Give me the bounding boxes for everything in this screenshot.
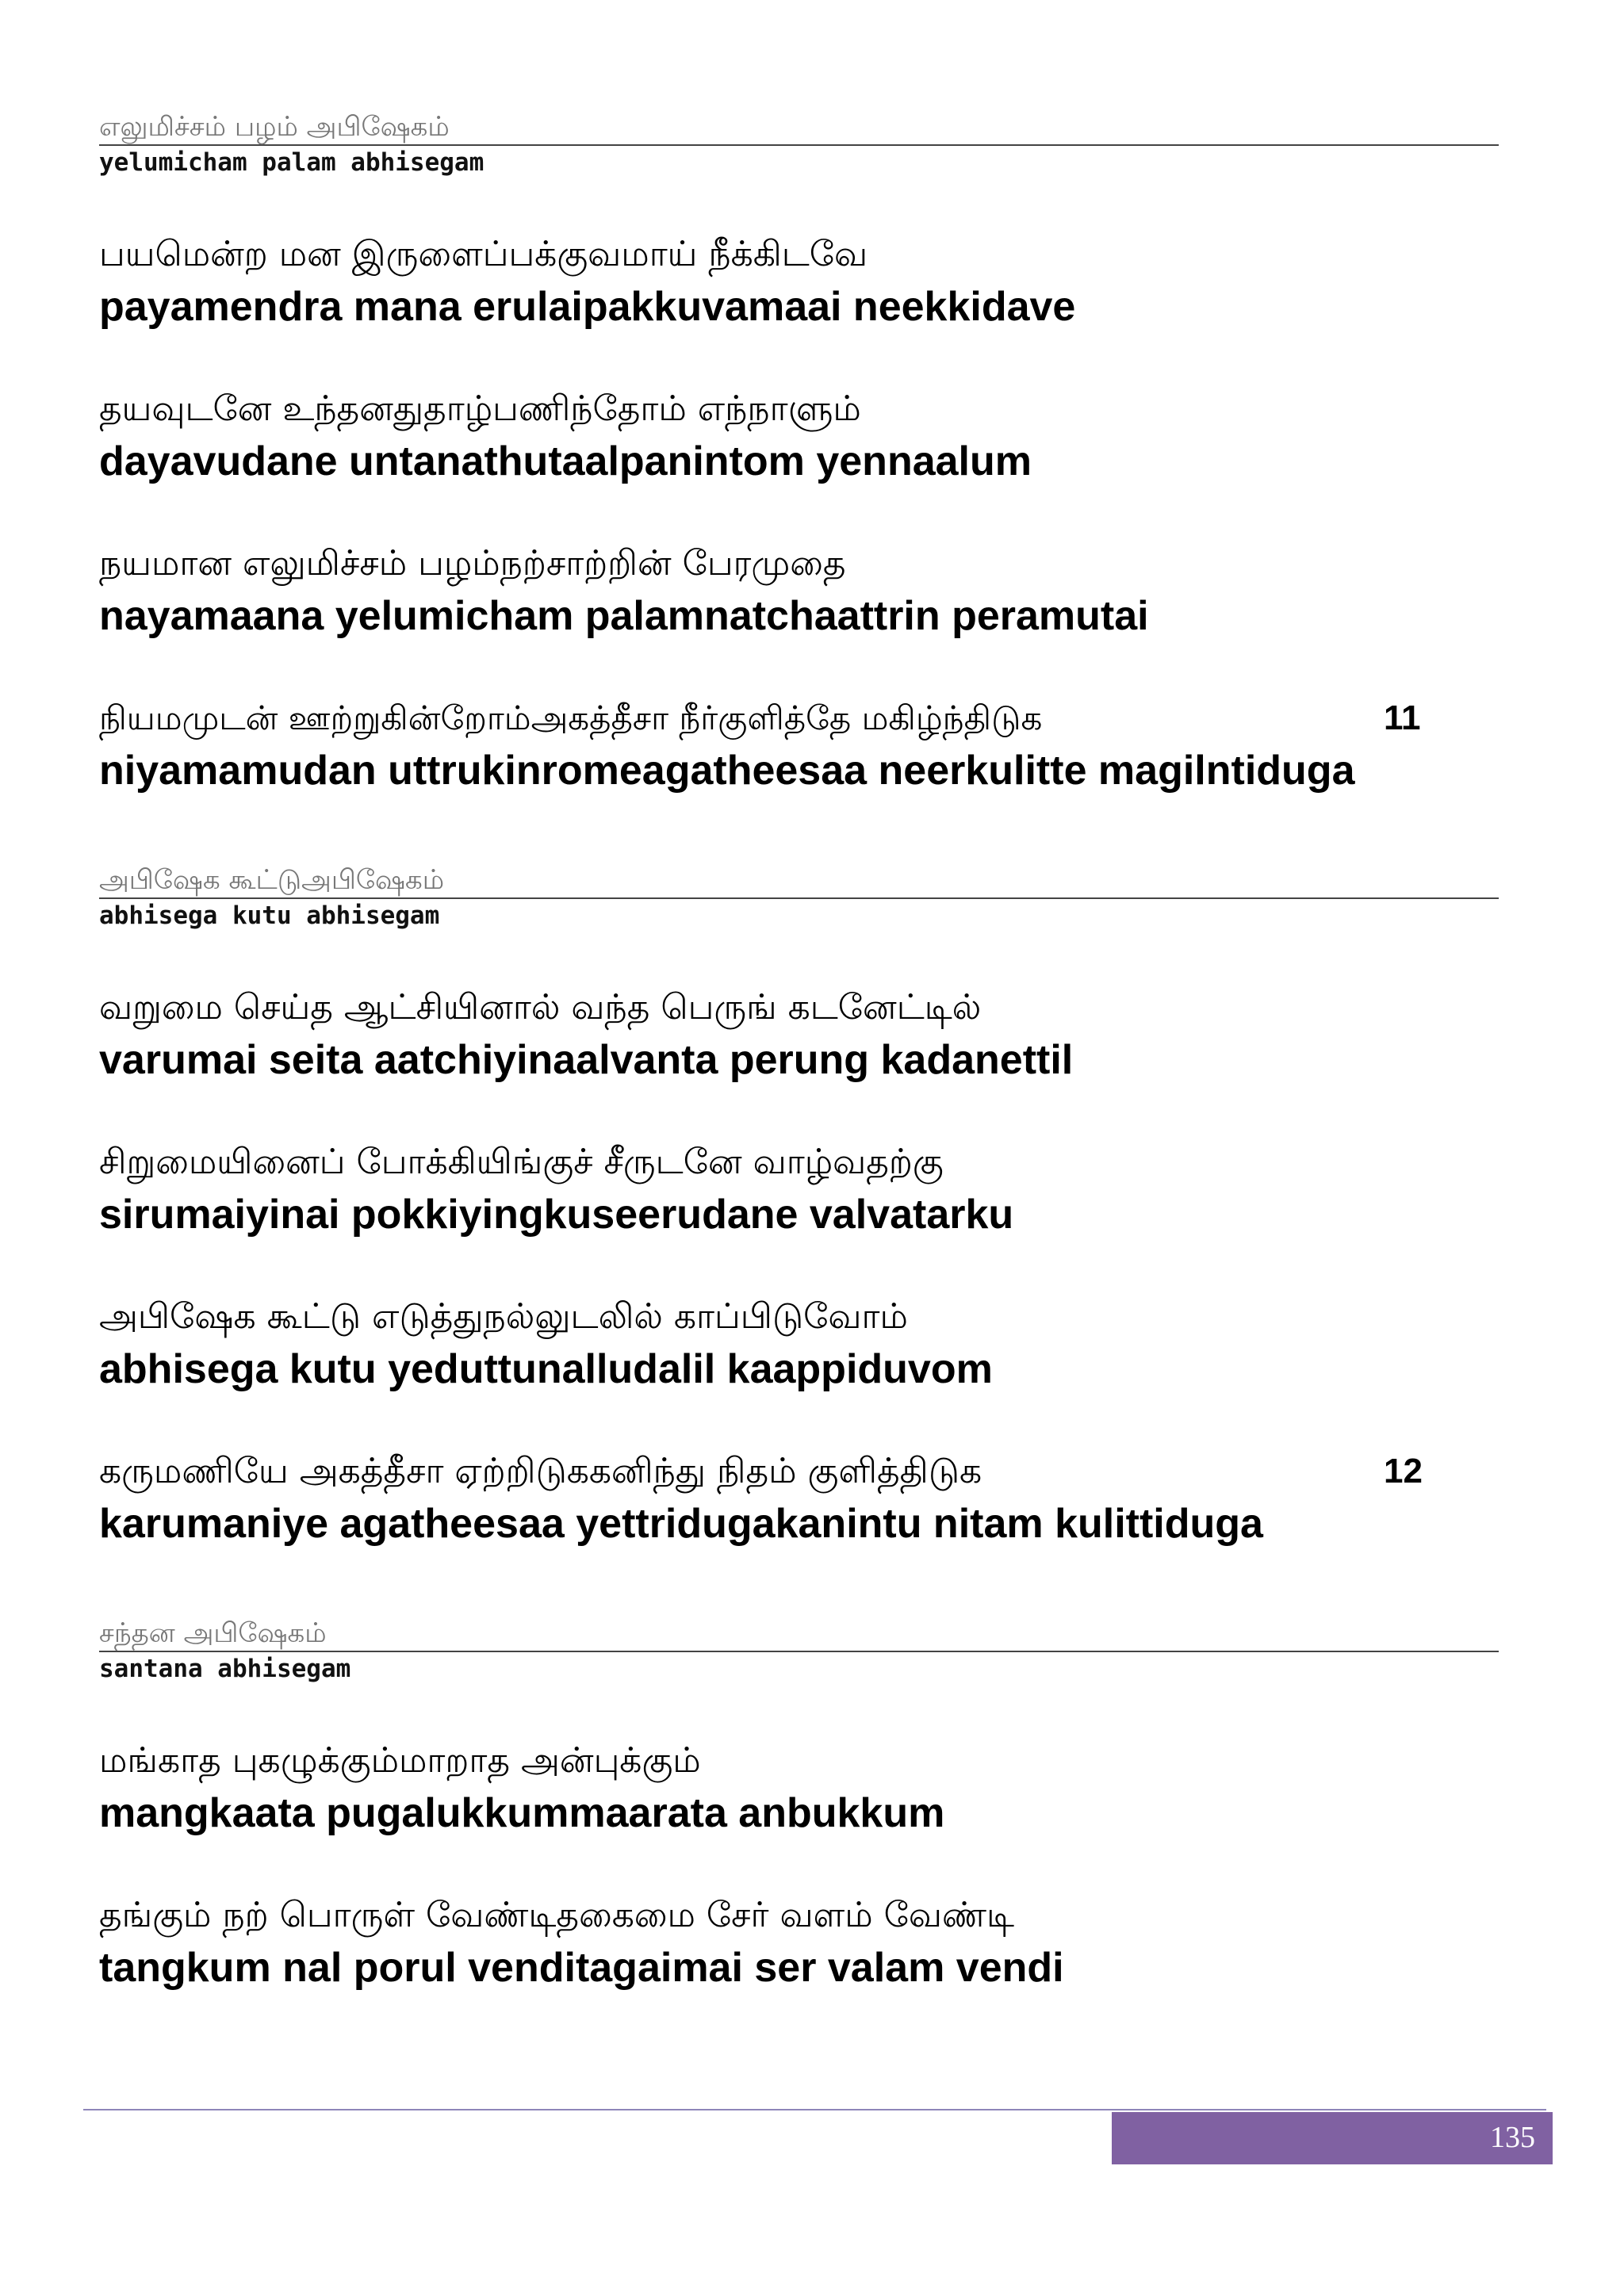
verse (99, 983, 1499, 1088)
section-title: அபிஷேக கூட்டுஅபிஷேகம் (99, 864, 445, 896)
verse (99, 1292, 1499, 1397)
section-subtitle: abhisega kutu abhisegam (99, 901, 440, 930)
verse-tamil: கருமணியே அகத்தீசா ஏற்றிடுககனிந்து நிதம் குளித்திடுக (99, 1451, 982, 1491)
page-number-box (1112, 2112, 1553, 2164)
verse-tamil: நயமான எலுமிச்சம் பழம்நற்சாற்றின் பேரமுதை (99, 543, 846, 584)
verse (99, 230, 1499, 335)
verse-transliteration: karumaniye agatheesaa yettridugakanintu nitam kulittiduga (99, 1501, 1263, 1547)
verse-tamil: தயவுடனே உந்தனதுதாழ்பணிந்தோம் எந்நாளும் (99, 388, 861, 429)
verse-transliteration: tangkum nal porul venditagaimai ser valam vendi (99, 1945, 1064, 1991)
verse-tamil: தங்கும் நற் பொருள் வேண்டிதகைமை சேர் வளம் வேண்டி (99, 1895, 1015, 1935)
section-title: சந்தன அபிஷேகம் (99, 1617, 327, 1649)
page-number: 135 (1490, 2121, 1535, 2154)
section-header (99, 111, 1499, 178)
verse (99, 1891, 1499, 1996)
verse (99, 1138, 1499, 1242)
verse-transliteration: sirumaiyinai pokkiyingkuseerudane valvatarku (99, 1192, 1014, 1238)
section-header (99, 864, 1499, 931)
verse-transliteration: dayavudane untanathutaalpanintom yennaalum (99, 438, 1032, 484)
verse (99, 539, 1499, 644)
verse-transliteration: varumai seita aatchiyinaalvanta perung kadanettil (99, 1037, 1074, 1083)
footer-rule (83, 2109, 1546, 2110)
verse-number: 12 (1384, 1452, 1423, 1490)
section-title: எலுமிச்சம் பழம் அபிஷேகம் (99, 111, 450, 143)
verse-tamil: பயமென்ற மன இருளைப்பக்குவமாய் நீக்கிடவே (99, 234, 868, 274)
section-rule (99, 897, 1499, 899)
verse (99, 1447, 1499, 1552)
verse-tamil: நியமமுடன் ஊற்றுகின்றோம்அகத்தீசா நீர்குளித்தே மகிழ்ந்திடுக (99, 698, 1043, 737)
verse-tamil: சிறுமையினைப் போக்கியிங்குச் சீருடனே வாழ்வதற்கு (99, 1142, 944, 1182)
section-rule (99, 1651, 1499, 1652)
verse-transliteration: mangkaata pugalukkummaarata anbukkum (99, 1790, 945, 1836)
verse (99, 694, 1499, 798)
verse-transliteration: payamendra mana erulaipakkuvamaai neekkidave (99, 284, 1076, 330)
verse-number: 11 (1384, 698, 1421, 737)
verse-tamil: வறுமை செய்த ஆட்சியினால் வந்த பெருங் கடனேட்டில் (99, 987, 982, 1027)
section-subtitle: santana abhisegam (99, 1655, 351, 1683)
verse-transliteration: nayamaana yelumicham palamnatchaattrin peramutai (99, 593, 1149, 639)
section-rule (99, 144, 1499, 146)
verse (99, 385, 1499, 489)
verse (99, 1736, 1499, 1841)
verse-transliteration: niyamamudan uttrukinromeagatheesaa neerkulitte magilntiduga (99, 748, 1355, 794)
verse-tamil: அபிஷேக கூட்டு எடுத்துநல்லுடலில் காப்பிடுவோம் (99, 1296, 908, 1337)
verse-tamil: மங்காத புகழுக்கும்மாறாத அன்புக்கும் (99, 1740, 701, 1781)
section-header (99, 1617, 1499, 1684)
verse-transliteration: abhisega kutu yeduttunalludalil kaappiduvom (99, 1346, 993, 1392)
section-subtitle: yelumicham palam abhisegam (99, 148, 485, 177)
